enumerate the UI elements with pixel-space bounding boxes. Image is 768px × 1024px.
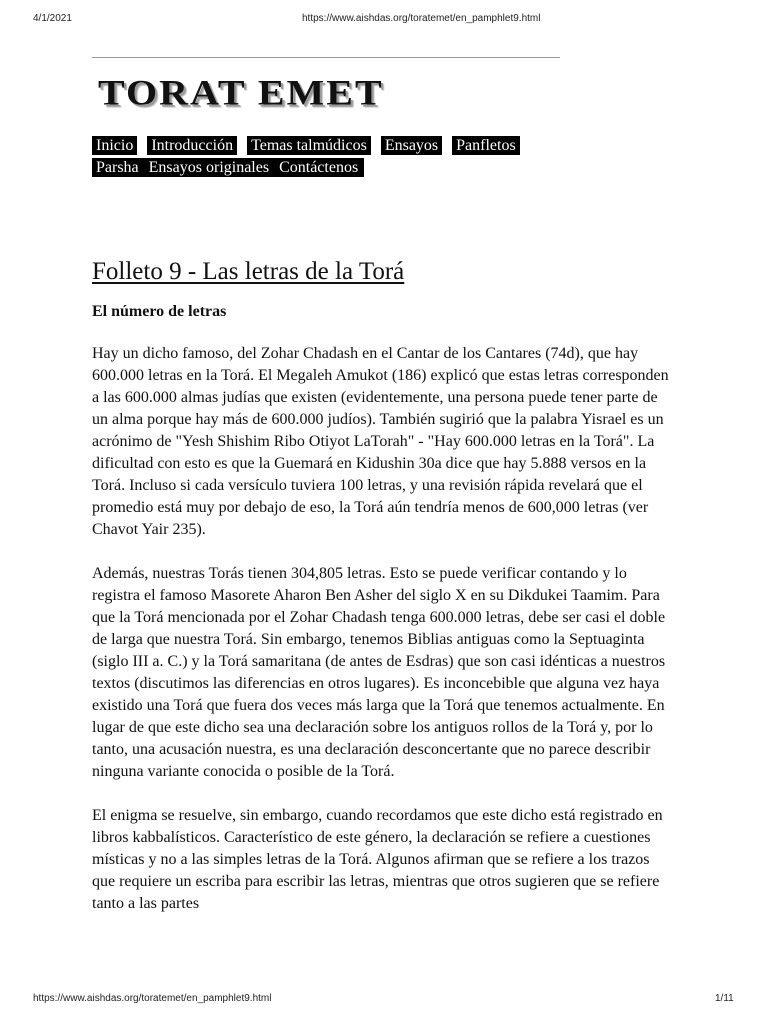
nav-link-introduccion[interactable]: Introducción: [147, 136, 237, 155]
nav-link-inicio[interactable]: Inicio: [92, 136, 137, 155]
nav-row-2: [92, 157, 652, 179]
nav-row-1: [92, 135, 652, 157]
print-footer: [0, 993, 768, 1007]
site-logo[interactable]: TORAT EMET: [98, 72, 384, 113]
print-header: [0, 13, 768, 27]
page-number: 1/11: [715, 993, 734, 1004]
footer-url: https://www.aishdas.org/toratemet/en_pamphlet9.html: [33, 993, 272, 1004]
print-date: 4/1/2021: [33, 13, 72, 24]
nav-link-ensayos[interactable]: Ensayos: [381, 136, 442, 155]
article-paragraph-3: El enigma se resuelve, sin embargo, cuando recordamos que este dicho está registrado en libros kabbalísticos. Característico de este género, la declaración se refiere a cuestiones místicas y no a las simples letras de la Torá. Algunos afirman que se refiere a los trazos que requiere un escriba para escribir las letras, mientras que otros sugieren que se refiere tanto a las partes: [92, 807, 663, 912]
main-nav: [92, 135, 652, 179]
page-content: [92, 57, 672, 915]
article-paragraph-2: Además, nuestras Torás tienen 304,805 letras. Esto se puede verificar contando y lo registra el famoso Masorete Aharon Ben Asher del siglo X en su Dikdukei Taamim. Para que la Torá mencionada por el Zohar Chadash tenga 600.000 letras, debe ser casi el doble de larga que nuestra Torá. Sin embargo, tenemos Biblias antiguas como la Septuaginta (siglo III a. C.) y la Torá samaritana (de antes de Esdras) que son casi idénticas a nuestros textos (discutimos las diferencias en otros lugares). Es inconcebible que alguna vez haya existido una Torá que fuera dos veces más larga que la Torá que tenemos actualmente. En lugar de que este dicho sea una declaración sobre los antiguos rollos de la Torá y, por lo tanto, una acusación nuestra, es una declaración desconcertante que no parece describir ninguna variante conocida o posible de la Torá.: [92, 565, 666, 780]
nav-link-ensayos-originales[interactable]: Ensayos originales: [145, 158, 275, 177]
article-paragraph-1: Hay un dicho famoso, del Zohar Chadash en el Cantar de los Cantares (74d), que hay 600.000 letras en la Torá. El Megaleh Amukot (186) explicó que estas letras corresponden a las 600.000 almas judías que existen (evidentemente, una persona puede tener parte de un alma porque hay más de 600.000 judíos). También sugirió que la palabra Yisrael es un acrónimo de "Yesh Shishim Ribo Otiyot LaTorah" - "Hay 600.000 letras en la Torá". La dificultad con esto es que la Guemará en Kidushin 30a dice que hay 5.888 versos en la Torá. Incluso si cada versículo tuviera 100 letras, y una revisión rápida revelará que el promedio está muy por debajo de eso, la Torá aún tendría menos de 600,000 letras (ver Chavot Yair 235).: [92, 345, 669, 538]
print-url: https://www.aishdas.org/toratemet/en_pamphlet9.html: [302, 13, 541, 24]
nav-link-panfletos[interactable]: Panfletos: [452, 136, 520, 155]
nav-link-temas-talmudicos[interactable]: Temas talmúdicos: [247, 136, 371, 155]
section-heading: El número de letras: [92, 303, 227, 320]
top-divider: [92, 57, 560, 58]
nav-link-contactenos[interactable]: Contáctenos: [275, 158, 364, 177]
nav-link-parsha[interactable]: Parsha: [92, 158, 145, 177]
page-title: Folleto 9 - Las letras de la Torá: [92, 258, 405, 285]
